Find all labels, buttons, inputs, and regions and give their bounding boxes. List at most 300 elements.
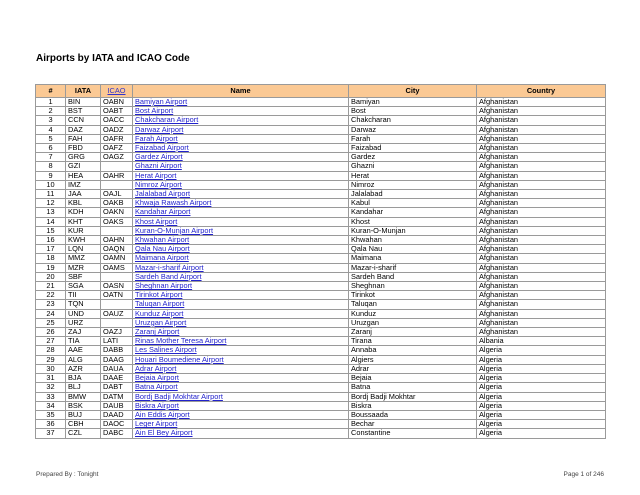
airport-name-link[interactable]: Bordj Badji Mokhtar Airport xyxy=(135,392,223,401)
airport-name-cell xyxy=(133,199,349,208)
airport-name-link[interactable]: Ain Eddis Airport xyxy=(135,410,190,419)
iata-code: KUR xyxy=(66,226,101,235)
table-row xyxy=(36,107,606,116)
row-number: 7 xyxy=(36,153,66,162)
iata-code: BJA xyxy=(66,374,101,383)
table-row xyxy=(36,374,606,383)
row-number: 18 xyxy=(36,254,66,263)
icao-code: OADZ xyxy=(101,125,133,134)
iata-code: SGA xyxy=(66,282,101,291)
country: Algeria xyxy=(477,429,606,438)
icao-code: DAAG xyxy=(101,355,133,364)
table-row xyxy=(36,116,606,125)
table-row xyxy=(36,263,606,272)
column-header-name: Name xyxy=(133,85,349,98)
iata-code: IMZ xyxy=(66,180,101,189)
city: Zaranj xyxy=(349,328,477,337)
country: Afghanistan xyxy=(477,309,606,318)
icao-code: LATI xyxy=(101,337,133,346)
city: Khost xyxy=(349,217,477,226)
country: Afghanistan xyxy=(477,272,606,281)
city: Khwahan xyxy=(349,236,477,245)
icao-code xyxy=(101,300,133,309)
icao-code: OATN xyxy=(101,291,133,300)
iata-code: TQN xyxy=(66,300,101,309)
airport-name-cell xyxy=(133,171,349,180)
icao-code: OAHN xyxy=(101,236,133,245)
airport-name-cell xyxy=(133,328,349,337)
icao-code: OAKB xyxy=(101,199,133,208)
country: Afghanistan xyxy=(477,236,606,245)
row-number: 15 xyxy=(36,226,66,235)
row-number: 8 xyxy=(36,162,66,171)
country: Afghanistan xyxy=(477,162,606,171)
city: Bamiyan xyxy=(349,98,477,107)
row-number: 22 xyxy=(36,291,66,300)
city: Annaba xyxy=(349,346,477,355)
country: Afghanistan xyxy=(477,208,606,217)
country: Afghanistan xyxy=(477,300,606,309)
country: Afghanistan xyxy=(477,98,606,107)
row-number: 10 xyxy=(36,180,66,189)
icao-code xyxy=(101,180,133,189)
icao-code: OAUZ xyxy=(101,309,133,318)
table-row xyxy=(36,429,606,438)
country: Algeria xyxy=(477,374,606,383)
airport-name-link[interactable]: Bamiyan Airport xyxy=(135,97,188,106)
row-number: 3 xyxy=(36,116,66,125)
row-number: 20 xyxy=(36,272,66,281)
airport-name-cell xyxy=(133,429,349,438)
column-header-number: # xyxy=(36,85,66,98)
icao-code: DAAD xyxy=(101,410,133,419)
icao-code: OASN xyxy=(101,282,133,291)
table-row xyxy=(36,318,606,327)
table-row xyxy=(36,392,606,401)
country: Afghanistan xyxy=(477,245,606,254)
airport-name-cell xyxy=(133,107,349,116)
icao-code: OACC xyxy=(101,116,133,125)
airport-name-link[interactable]: Maimana Airport xyxy=(135,253,189,263)
row-number: 12 xyxy=(36,199,66,208)
airport-name-cell xyxy=(133,355,349,364)
airport-name-link[interactable]: Ain El Bey Airport xyxy=(135,428,193,438)
icao-code: DAUA xyxy=(101,364,133,373)
airport-name-cell xyxy=(133,180,349,189)
row-number: 31 xyxy=(36,374,66,383)
row-number: 14 xyxy=(36,217,66,226)
table-row xyxy=(36,300,606,309)
iata-code: GZI xyxy=(66,162,101,171)
city: Kunduz xyxy=(349,309,477,318)
airport-name-cell xyxy=(133,134,349,143)
city: Qala Nau xyxy=(349,245,477,254)
city: Herat xyxy=(349,171,477,180)
country: Afghanistan xyxy=(477,328,606,337)
city: Batna xyxy=(349,383,477,392)
airport-name-cell xyxy=(133,162,349,171)
airport-name-cell xyxy=(133,410,349,419)
iata-code: LQN xyxy=(66,245,101,254)
row-number: 13 xyxy=(36,208,66,217)
city: Chakcharan xyxy=(349,116,477,125)
city: Sheghnan xyxy=(349,282,477,291)
icao-code xyxy=(101,226,133,235)
iata-code: CCN xyxy=(66,116,101,125)
airport-name-cell xyxy=(133,236,349,245)
city: Bordj Badji Mokhtar xyxy=(349,392,477,401)
icao-code xyxy=(101,162,133,171)
airport-name-cell xyxy=(133,125,349,134)
city: Sardeh Band xyxy=(349,272,477,281)
iata-code: BST xyxy=(66,107,101,116)
airport-name-link[interactable]: Ghazni Airport xyxy=(135,161,182,171)
table-body xyxy=(36,98,606,439)
city: Tirana xyxy=(349,337,477,346)
iata-code: CZL xyxy=(66,429,101,438)
airport-name-link[interactable]: Khwahan Airport xyxy=(135,235,190,245)
airport-name-cell xyxy=(133,337,349,346)
city: Gardez xyxy=(349,153,477,162)
airport-name-link[interactable]: Nimroz Airport xyxy=(135,180,182,189)
icao-code: OAJL xyxy=(101,190,133,199)
country: Afghanistan xyxy=(477,282,606,291)
iata-code: BIN xyxy=(66,98,101,107)
city: Kandahar xyxy=(349,208,477,217)
icao-code: DABB xyxy=(101,346,133,355)
airport-name-link[interactable]: Leger Airport xyxy=(135,419,178,429)
iata-code: ALG xyxy=(66,355,101,364)
city: Maimana xyxy=(349,254,477,263)
icao-code: DABC xyxy=(101,429,133,438)
table-row xyxy=(36,199,606,208)
page-number: Page 1 of 246 xyxy=(563,471,604,478)
iata-code: UND xyxy=(66,309,101,318)
airport-name-link[interactable]: Jalalabad Airport xyxy=(135,189,191,199)
airport-name-cell xyxy=(133,401,349,410)
iata-code: JAA xyxy=(66,190,101,199)
table-row xyxy=(36,309,606,318)
table-row xyxy=(36,254,606,263)
airport-name-link[interactable]: Khwaja Rawash Airport xyxy=(135,198,212,208)
airport-name-link[interactable]: Rinas Mother Teresa Airport xyxy=(135,336,227,346)
country: Afghanistan xyxy=(477,199,606,208)
table-row xyxy=(36,217,606,226)
airport-name-cell xyxy=(133,383,349,392)
city: Bechar xyxy=(349,420,477,429)
icao-code: OAKS xyxy=(101,217,133,226)
column-header-icao-link[interactable]: ICAO xyxy=(101,85,133,98)
table-row xyxy=(36,328,606,337)
table-row xyxy=(36,291,606,300)
city: Mazar-i-sharif xyxy=(349,263,477,272)
table-row xyxy=(36,144,606,153)
country: Afghanistan xyxy=(477,263,606,272)
city: Darwaz xyxy=(349,125,477,134)
airport-name-link[interactable]: Mazar-i-sharif Airport xyxy=(135,263,204,272)
iata-code: BLJ xyxy=(66,383,101,392)
row-number: 25 xyxy=(36,318,66,327)
airport-name-link[interactable]: Biskra Airport xyxy=(135,401,179,410)
city: Tirinkot xyxy=(349,291,477,300)
iata-code: BMW xyxy=(66,392,101,401)
table-header-row xyxy=(36,85,606,98)
iata-code: SBF xyxy=(66,272,101,281)
airport-name-cell xyxy=(133,272,349,281)
icao-code xyxy=(101,272,133,281)
row-number: 35 xyxy=(36,410,66,419)
city: Algiers xyxy=(349,355,477,364)
row-number: 36 xyxy=(36,420,66,429)
iata-code: TII xyxy=(66,291,101,300)
row-number: 32 xyxy=(36,383,66,392)
city: Faizabad xyxy=(349,144,477,153)
airport-name-link[interactable]: Tirinkot Airport xyxy=(135,290,183,300)
airport-name-cell xyxy=(133,420,349,429)
airport-name-link[interactable]: Sheghnan Airport xyxy=(135,281,193,291)
airport-name-cell xyxy=(133,190,349,199)
iata-code: DAZ xyxy=(66,125,101,134)
row-number: 23 xyxy=(36,300,66,309)
airport-name-cell xyxy=(133,318,349,327)
city: Bejaia xyxy=(349,374,477,383)
table-row xyxy=(36,364,606,373)
airport-name-link[interactable]: Faizabad Airport xyxy=(135,143,189,153)
country: Afghanistan xyxy=(477,144,606,153)
row-number: 6 xyxy=(36,144,66,153)
iata-code: AAE xyxy=(66,346,101,355)
iata-code: FAH xyxy=(66,134,101,143)
country: Algeria xyxy=(477,383,606,392)
airport-name-link[interactable]: Kunduz Airport xyxy=(135,309,184,318)
airport-name-link[interactable]: Gardez Airport xyxy=(135,152,183,162)
table-row xyxy=(36,401,606,410)
city: Biskra xyxy=(349,401,477,410)
table-row xyxy=(36,208,606,217)
row-number: 11 xyxy=(36,190,66,199)
airport-name-link[interactable]: Bejaia Airport xyxy=(135,373,179,383)
row-number: 34 xyxy=(36,401,66,410)
icao-code: OAHR xyxy=(101,171,133,180)
airport-name-cell xyxy=(133,144,349,153)
airport-name-cell xyxy=(133,208,349,217)
city: Adrar xyxy=(349,364,477,373)
airport-name-cell xyxy=(133,291,349,300)
iata-code: KDH xyxy=(66,208,101,217)
row-number: 19 xyxy=(36,263,66,272)
airport-name-cell xyxy=(133,217,349,226)
country: Algeria xyxy=(477,401,606,410)
column-header-iata: IATA xyxy=(66,85,101,98)
table-row xyxy=(36,383,606,392)
airport-name-cell xyxy=(133,346,349,355)
airport-name-cell xyxy=(133,282,349,291)
table-row xyxy=(36,125,606,134)
iata-code: BSK xyxy=(66,401,101,410)
airport-name-link[interactable]: Houari Boumediene Airport xyxy=(135,355,224,364)
city: Bost xyxy=(349,107,477,116)
airport-name-link[interactable]: Sardeh Band Airport xyxy=(135,272,202,281)
row-number: 29 xyxy=(36,355,66,364)
icao-code: OABT xyxy=(101,107,133,116)
page-title: Airports by IATA and ICAO Code xyxy=(36,53,190,64)
table-row xyxy=(36,355,606,364)
airport-name-link[interactable]: Bost Airport xyxy=(135,106,174,116)
iata-code: KWH xyxy=(66,236,101,245)
airport-name-cell xyxy=(133,153,349,162)
table-row xyxy=(36,162,606,171)
airport-name-cell xyxy=(133,392,349,401)
airport-name-link[interactable]: Uruzgan Airport xyxy=(135,318,187,327)
row-number: 24 xyxy=(36,309,66,318)
airport-name-link[interactable]: Kuran-O-Munjan Airport xyxy=(135,226,214,235)
airport-name-link[interactable]: Les Salines Airport xyxy=(135,345,197,355)
city: Farah xyxy=(349,134,477,143)
airport-name-link[interactable]: Adrar Airport xyxy=(135,364,177,373)
iata-code: KHT xyxy=(66,217,101,226)
row-number: 4 xyxy=(36,125,66,134)
country: Afghanistan xyxy=(477,217,606,226)
airport-name-cell xyxy=(133,300,349,309)
row-number: 28 xyxy=(36,346,66,355)
column-header-country: Country xyxy=(477,85,606,98)
country: Afghanistan xyxy=(477,226,606,235)
iata-code: HEA xyxy=(66,171,101,180)
country: Algeria xyxy=(477,346,606,355)
row-number: 21 xyxy=(36,282,66,291)
iata-code: FBD xyxy=(66,144,101,153)
icao-code: DAAE xyxy=(101,374,133,383)
icao-code: OAFZ xyxy=(101,144,133,153)
city: Kabul xyxy=(349,199,477,208)
airport-name-cell xyxy=(133,263,349,272)
icao-code: OAFR xyxy=(101,134,133,143)
row-number: 37 xyxy=(36,429,66,438)
iata-code: KBL xyxy=(66,199,101,208)
icao-code: OAGZ xyxy=(101,153,133,162)
airport-name-link[interactable]: Farah Airport xyxy=(135,134,178,143)
airport-name-cell xyxy=(133,364,349,373)
iata-code: AZR xyxy=(66,364,101,373)
table-row xyxy=(36,180,606,189)
airport-name-link[interactable]: Kandahar Airport xyxy=(135,207,191,217)
icao-code: DAUB xyxy=(101,401,133,410)
table-row xyxy=(36,190,606,199)
row-number: 27 xyxy=(36,337,66,346)
icao-code: OAKN xyxy=(101,208,133,217)
airports-table xyxy=(35,84,606,439)
row-number: 17 xyxy=(36,245,66,254)
country: Afghanistan xyxy=(477,153,606,162)
airport-name-link[interactable]: Herat Airport xyxy=(135,171,177,180)
airport-name-cell xyxy=(133,254,349,263)
country: Algeria xyxy=(477,420,606,429)
country: Afghanistan xyxy=(477,254,606,263)
table-row xyxy=(36,245,606,254)
city: Boussaada xyxy=(349,410,477,419)
airport-name-cell xyxy=(133,245,349,254)
iata-code: URZ xyxy=(66,318,101,327)
country: Afghanistan xyxy=(477,107,606,116)
country: Afghanistan xyxy=(477,291,606,300)
country: Afghanistan xyxy=(477,190,606,199)
table-row xyxy=(36,171,606,180)
iata-code: GRG xyxy=(66,153,101,162)
country: Afghanistan xyxy=(477,171,606,180)
city: Nimroz xyxy=(349,180,477,189)
iata-code: TIA xyxy=(66,337,101,346)
airport-name-link[interactable]: Zaranj Airport xyxy=(135,327,180,337)
airport-name-link[interactable]: Qala Nau Airport xyxy=(135,244,190,254)
table-row xyxy=(36,272,606,281)
iata-code: BUJ xyxy=(66,410,101,419)
country: Algeria xyxy=(477,364,606,373)
row-number: 33 xyxy=(36,392,66,401)
country: Afghanistan xyxy=(477,180,606,189)
icao-code: OABN xyxy=(101,98,133,107)
icao-code xyxy=(101,318,133,327)
country: Algeria xyxy=(477,355,606,364)
airport-name-link[interactable]: Khost Airport xyxy=(135,217,178,226)
row-number: 1 xyxy=(36,98,66,107)
country: Afghanistan xyxy=(477,116,606,125)
airport-name-link[interactable]: Darwaz Airport xyxy=(135,125,184,134)
airport-name-cell xyxy=(133,374,349,383)
iata-code: MMZ xyxy=(66,254,101,263)
row-number: 16 xyxy=(36,236,66,245)
airport-name-cell xyxy=(133,98,349,107)
airport-name-link[interactable]: Batna Airport xyxy=(135,382,178,392)
icao-code: OAQN xyxy=(101,245,133,254)
table-row xyxy=(36,282,606,291)
table-row xyxy=(36,236,606,245)
row-number: 26 xyxy=(36,328,66,337)
table-row xyxy=(36,337,606,346)
row-number: 5 xyxy=(36,134,66,143)
iata-code: CBH xyxy=(66,420,101,429)
city: Kuran-O-Munjan xyxy=(349,226,477,235)
country: Afghanistan xyxy=(477,125,606,134)
table-row xyxy=(36,410,606,419)
icao-code: OAMN xyxy=(101,254,133,263)
city: Taluqan xyxy=(349,300,477,309)
icao-code: DATM xyxy=(101,392,133,401)
table-row xyxy=(36,420,606,429)
airport-name-link[interactable]: Chakcharan Airport xyxy=(135,115,199,125)
table-row xyxy=(36,98,606,107)
airport-name-cell xyxy=(133,226,349,235)
column-header-city: City xyxy=(349,85,477,98)
airport-name-link[interactable]: Taluqan Airport xyxy=(135,299,185,309)
icao-code: DAOC xyxy=(101,420,133,429)
table-row xyxy=(36,226,606,235)
city: Constantine xyxy=(349,429,477,438)
icao-code: OAZJ xyxy=(101,328,133,337)
country: Algeria xyxy=(477,392,606,401)
country: Afghanistan xyxy=(477,318,606,327)
prepared-by: Prepared By : Tonight xyxy=(36,471,99,478)
iata-code: ZAJ xyxy=(66,328,101,337)
airport-name-cell xyxy=(133,309,349,318)
city: Ghazni xyxy=(349,162,477,171)
country: Albania xyxy=(477,337,606,346)
row-number: 30 xyxy=(36,364,66,373)
airport-name-cell xyxy=(133,116,349,125)
table-row xyxy=(36,153,606,162)
city: Jalalabad xyxy=(349,190,477,199)
table-row xyxy=(36,346,606,355)
icao-code: DABT xyxy=(101,383,133,392)
